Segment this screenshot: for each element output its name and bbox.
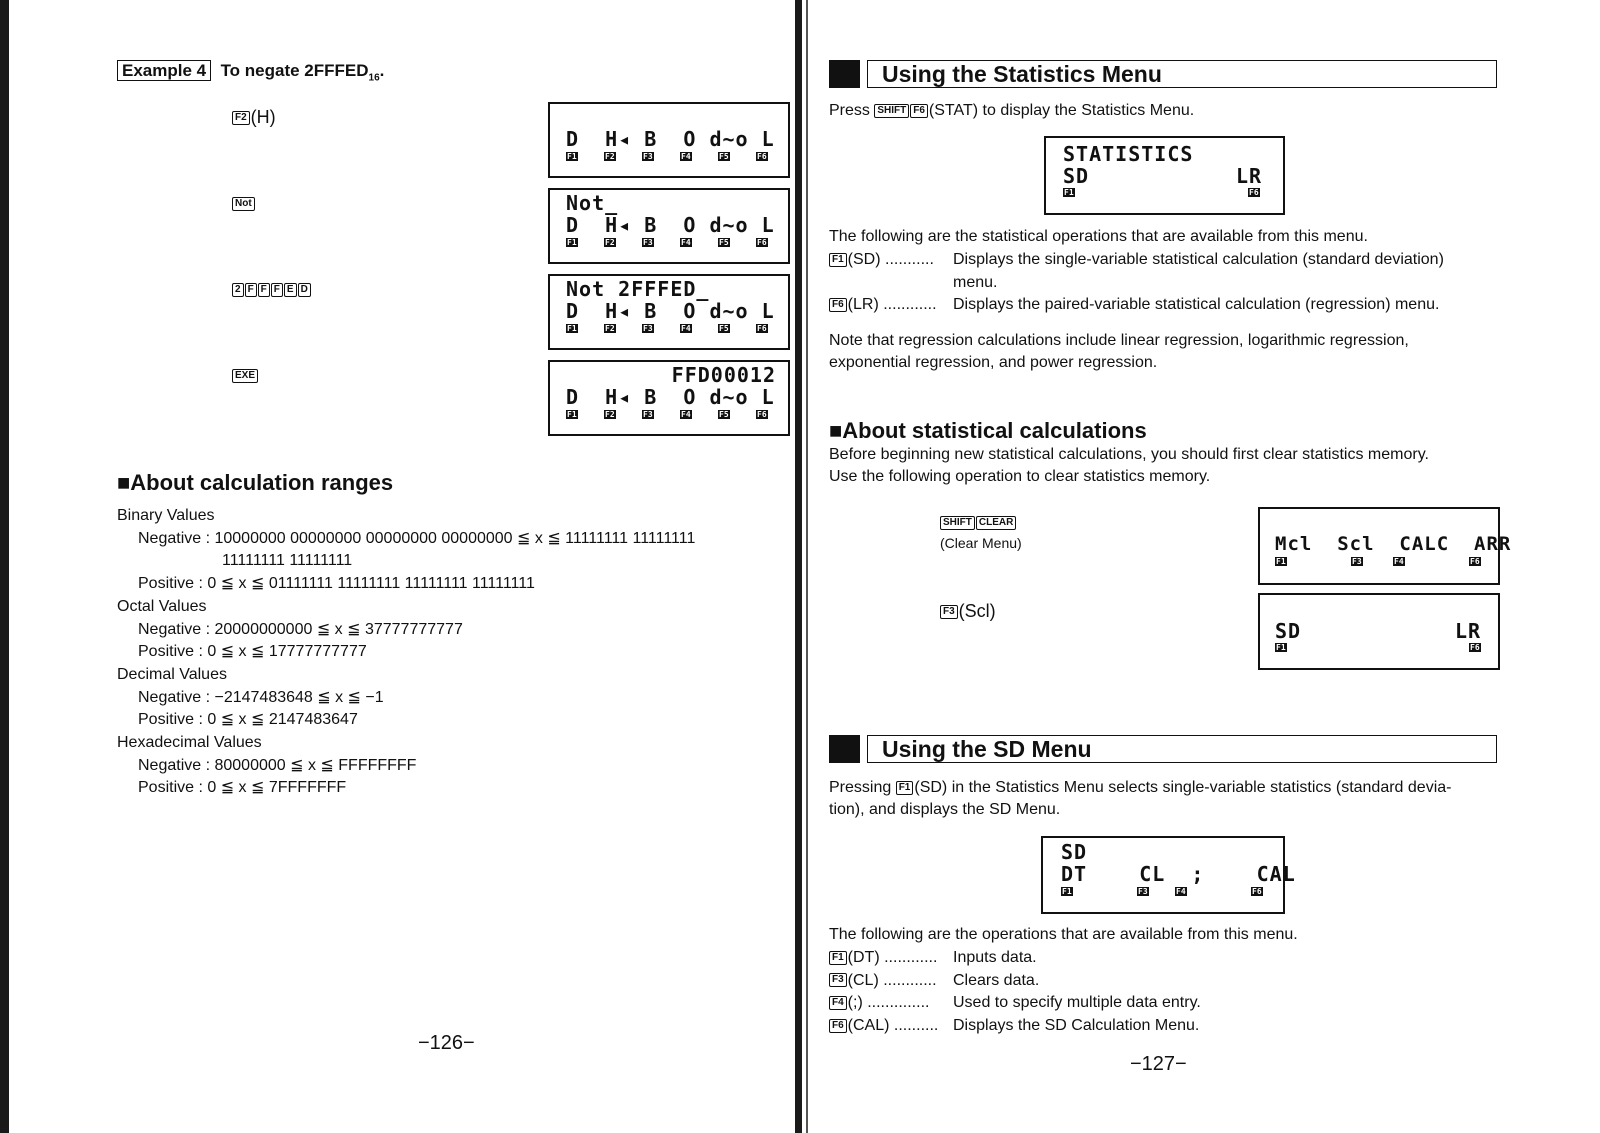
example-label: Example 4 — [117, 60, 211, 81]
scl-lcd — [1258, 593, 1500, 670]
sd-lcd — [1041, 836, 1296, 914]
sd-lcd-row: DT CL ; CAL — [1061, 862, 1296, 886]
step-key-2-1: F — [245, 283, 257, 297]
item-description: Displays the single-variable statistical calculation (standard deviation) — [953, 251, 1444, 268]
sd-lcd-top: SD — [1061, 840, 1088, 864]
step-key-2-0: 2 — [232, 283, 244, 297]
step-keys — [232, 192, 256, 214]
step-lcd — [548, 274, 790, 350]
press-post: (STAT) to display the Statistics Menu. — [928, 102, 1195, 119]
press-key-0: SHIFT — [874, 104, 909, 118]
sec2-text-1 — [829, 777, 1451, 799]
example-heading: Example 4 To negate $2FFFED_{16}$. — [117, 60, 384, 89]
fkey-f2-icon: F2 — [605, 410, 615, 419]
section-title: Using the Statistics Menu — [882, 61, 1162, 87]
fkey-f4-icon: F4 — [681, 238, 691, 247]
ranges-heading-text: ■About calculation ranges — [117, 470, 394, 495]
fkey-f6-icon: F6 — [757, 152, 767, 161]
fkey-f6-icon: F6 — [1470, 557, 1480, 566]
item-description: menu. — [953, 273, 998, 291]
range-line: Negative : 20000000000 ≦ x ≦ 37777777777 — [138, 620, 463, 638]
scl-lcd-lr: LR — [1455, 619, 1482, 643]
clear-key-1: CLEAR — [976, 516, 1016, 530]
range-line: 11111111 11111111 — [222, 552, 353, 570]
sub-heading — [829, 418, 1147, 444]
step-keys — [232, 364, 259, 386]
item-key-label — [829, 249, 934, 271]
step-suffix: (H) — [250, 107, 276, 127]
item-key-icon: F3 — [829, 973, 847, 987]
section-title-frame — [867, 735, 1497, 763]
sec1-available: The following are the statistical operations that are available from this menu. — [829, 228, 1368, 245]
section-title-frame — [867, 60, 1497, 88]
step-key-0-0: F2 — [232, 111, 250, 125]
sub-heading-text: ■About statistical calculations — [829, 418, 1147, 443]
sec2-pre: Pressing — [829, 779, 896, 796]
item-description: Used to specify multiple data entry. — [953, 994, 1201, 1012]
sub-text-2: Use the following operation to clear statistics memory. — [829, 468, 1211, 485]
fkey-f3-icon: F3 — [643, 410, 653, 419]
section-statistics-menu — [829, 60, 1499, 88]
fkey-f3-icon: F3 — [1352, 557, 1362, 566]
step-key-2-5: D — [298, 283, 311, 297]
section-title: Using the SD Menu — [882, 736, 1092, 762]
item-key-label — [829, 970, 937, 992]
step-keys — [232, 278, 312, 300]
range-line: Positive : 0 ≦ x ≦ 2147483647 — [138, 711, 358, 729]
fkey-f6-icon: F6 — [757, 410, 767, 419]
item-description: Clears data. — [953, 971, 1040, 989]
fkey-f2-icon: F2 — [605, 238, 615, 247]
item-description: Displays the SD Calculation Menu. — [953, 1017, 1200, 1035]
f3-key: F3 — [940, 605, 958, 619]
section-sd-menu — [829, 735, 1499, 763]
item-label: (CAL) .......... — [847, 1017, 939, 1035]
example-subscript: 16 — [368, 72, 380, 84]
lcd-top-text: FFD00012 — [671, 363, 776, 387]
lcd-top-text: Not_ — [566, 191, 619, 215]
fkey-f1-icon: F1 — [1062, 887, 1072, 896]
range-line: Hexadecimal Values — [117, 734, 262, 751]
item-label: (DT) ............ — [847, 949, 938, 966]
statistics-lcd — [1044, 136, 1285, 215]
example-text: To negate 2FFFED — [220, 61, 369, 80]
range-line: Decimal Values — [117, 665, 227, 683]
item-key-label — [829, 947, 937, 969]
fkey-f1-icon: F1 — [1276, 643, 1286, 652]
item-key-icon: F1 — [829, 253, 847, 267]
fkey-f4-icon: F4 — [681, 410, 691, 419]
item-key-icon: F6 — [829, 1019, 847, 1033]
lcd-menu-row: D H◂ B O d~o L — [566, 213, 775, 237]
lcd-menu-row: D H◂ B O d~o L — [566, 299, 775, 323]
press-keys — [874, 102, 929, 119]
fkey-f1-icon: F1 — [567, 152, 577, 161]
item-label: (LR) ............ — [847, 296, 937, 314]
item-label: (CL) ............ — [847, 971, 937, 989]
scl-lcd-sd: SD — [1275, 619, 1302, 643]
lcd-top-text: Not 2FFFED_ — [566, 277, 710, 301]
range-line: Positive : 0 ≦ x ≦ 7FFFFFFF — [138, 779, 347, 797]
item-label: (SD) ........... — [847, 251, 934, 268]
lcd-title: STATISTICS — [1063, 142, 1194, 166]
item-label: (;) .............. — [847, 994, 930, 1012]
fkey-f3-icon: F3 — [643, 238, 653, 247]
fkey-f3-icon: F3 — [643, 152, 653, 161]
fkey-f1-icon: F1 — [1276, 557, 1286, 566]
fkey-f6-icon: F6 — [1249, 188, 1259, 197]
step-lcd — [548, 102, 790, 178]
lcd-sd: SD — [1063, 164, 1090, 188]
step-key-3-0: EXE — [232, 369, 258, 383]
fkey-f6-icon: F6 — [757, 238, 767, 247]
fkey-f5-icon: F5 — [719, 152, 729, 161]
item-key-icon: F6 — [829, 298, 847, 312]
item-description: Displays the paired-variable statistical calculation (regression) menu. — [953, 296, 1440, 314]
fkey-f1-icon: F1 — [567, 324, 577, 333]
press-line — [829, 100, 1194, 122]
lcd-lr: LR — [1236, 164, 1263, 188]
item-key-label — [829, 992, 929, 1014]
sec2-available: The following are the operations that are available from this menu. — [829, 926, 1298, 943]
item-key-label — [829, 294, 937, 316]
item-key-icon: F1 — [829, 951, 847, 965]
ranges-heading — [117, 470, 393, 496]
clear-key-0: SHIFT — [940, 516, 975, 530]
scl-suffix: (Scl) — [958, 601, 996, 621]
clear-keys — [940, 512, 1017, 534]
fkey-f5-icon: F5 — [719, 410, 729, 419]
clear-lcd — [1258, 507, 1512, 585]
fkey-f6-icon: F6 — [1252, 887, 1262, 896]
clear-caption: (Clear Menu) — [940, 535, 1022, 551]
sec1-note-2: exponential regression, and power regression. — [829, 354, 1158, 371]
page-number-left: −126− — [418, 1032, 475, 1054]
fkey-f5-icon: F5 — [719, 238, 729, 247]
fkey-f4-icon: F4 — [1176, 887, 1186, 896]
range-line: Binary Values — [117, 507, 215, 524]
step-keys — [232, 106, 276, 128]
fkey-f1-icon: F1 — [567, 410, 577, 419]
section-marker — [829, 60, 860, 88]
range-line: Negative : 80000000 ≦ x ≦ FFFFFFFF — [138, 756, 417, 774]
fkey-f2-icon: F2 — [605, 152, 615, 161]
fkey-f3-icon: F3 — [643, 324, 653, 333]
lcd-menu-row: D H◂ B O d~o L — [566, 127, 775, 151]
book-spine — [795, 0, 802, 1133]
clear-lcd-row: Mcl Scl CALC ARR — [1275, 533, 1512, 555]
step-key-2-3: F — [271, 283, 283, 297]
press-pre: Press — [829, 102, 875, 119]
fkey-f4-icon: F4 — [1394, 557, 1404, 566]
range-line: Octal Values — [117, 597, 207, 615]
step-key-1-0: Not — [232, 197, 255, 211]
sec2-post: (SD) in the Statistics Menu selects single-variable statistics (standard devia- — [914, 779, 1452, 796]
fkey-f1-icon: F1 — [1064, 188, 1074, 197]
fkey-f1-icon: F1 — [567, 238, 577, 247]
item-key-label — [829, 1015, 938, 1037]
lcd-menu-row: D H◂ B O d~o L — [566, 385, 775, 409]
fkey-f2-icon: F2 — [605, 324, 615, 333]
section-marker — [829, 735, 860, 763]
book-spine-shadow — [806, 0, 808, 1133]
step-lcd — [548, 360, 790, 436]
fkey-f5-icon: F5 — [719, 324, 729, 333]
press-key-1: F6 — [910, 104, 928, 118]
step-key-2-2: F — [258, 283, 270, 297]
fkey-f3-icon: F3 — [1138, 887, 1148, 896]
item-description: Inputs data. — [953, 949, 1037, 966]
range-line: Negative : −2147483648 ≦ x ≦ −1 — [138, 688, 384, 706]
sec2-text-2: tion), and displays the SD Menu. — [829, 801, 1061, 818]
range-line: Negative : 10000000 00000000 00000000 00000000 ≦ x ≦ 11111111 11111111 — [138, 529, 696, 547]
step-key-2-4: E — [284, 283, 297, 297]
fkey-f4-icon: F4 — [681, 152, 691, 161]
range-line: Positive : 0 ≦ x ≦ 01111111 11111111 11111111 11111111 — [138, 575, 535, 593]
fkey-f4-icon: F4 — [681, 324, 691, 333]
fkey-f6-icon: F6 — [757, 324, 767, 333]
scl-line — [940, 600, 996, 622]
page-number-right: −127− — [1130, 1053, 1187, 1075]
step-lcd — [548, 188, 790, 264]
range-line: Positive : 0 ≦ x ≦ 17777777777 — [138, 643, 367, 661]
page-edge — [0, 0, 9, 1133]
sub-text-1: Before beginning new statistical calculations, you should first clear statistics memory. — [829, 446, 1429, 463]
sec1-note-1: Note that regression calculations include linear regression, logarithmic regression, — [829, 332, 1409, 349]
f1-key: F1 — [896, 781, 914, 795]
fkey-f6-icon: F6 — [1470, 643, 1480, 652]
item-key-icon: F4 — [829, 996, 847, 1010]
